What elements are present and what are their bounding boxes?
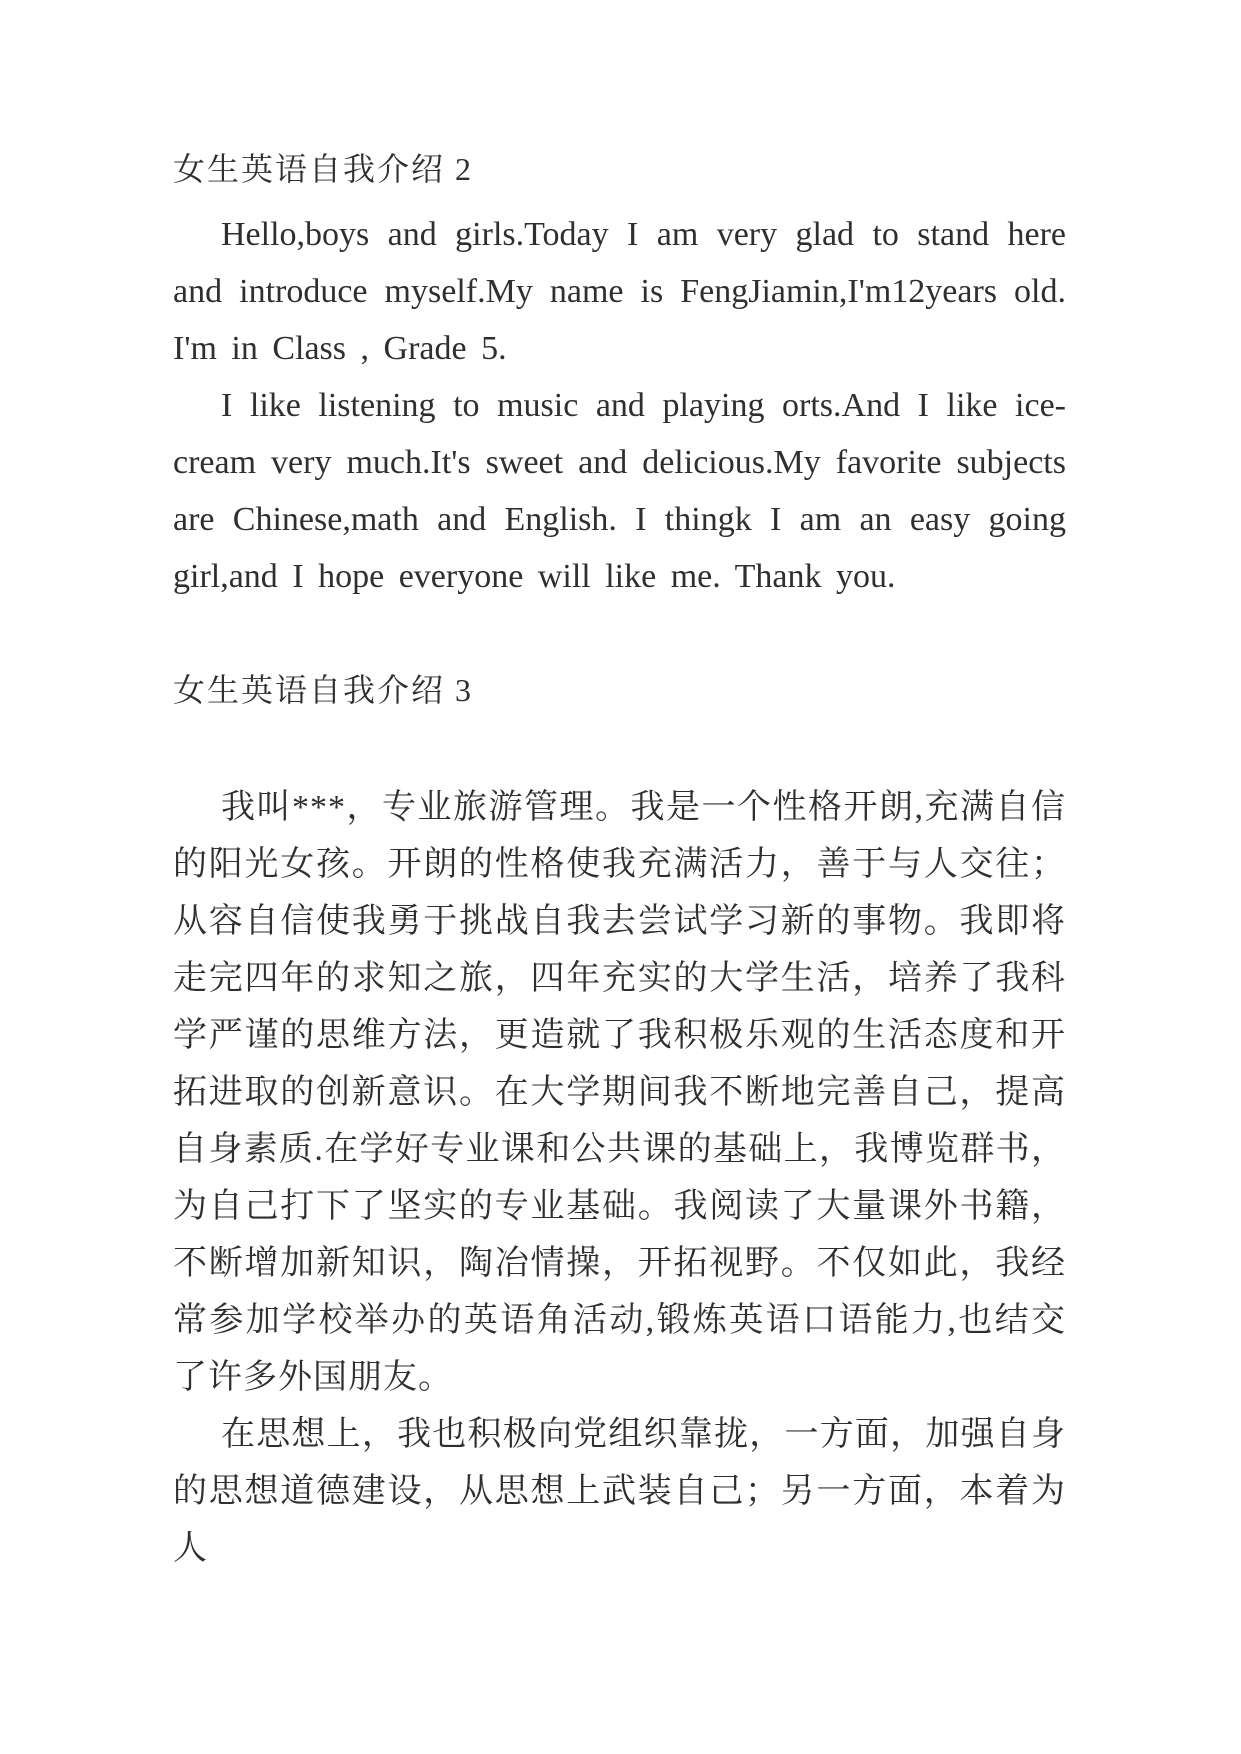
chinese-intro-paragraph-2: 在思想上，我也积极向党组织靠拢，一方面，加强自身的思想道德建设，从思想上武装自己；另一方面，本着为人 bbox=[173, 1416, 1066, 1567]
chinese-intro-paragraph-1: 我叫***，专业旅游管理。我是一个性格开朗,充满自信的阳光女孩。开朗的性格使我充满活力，善于与人交往；从容自信使我勇于挑战自我去尝试学习新的事物。我即将走完四年的求知之旅，四年充实的大学生活，培养了我科学严谨的思维方法，更造就了我积极乐观的生活态度和开拓进取的创新意识。在大学期间我不断地完善自己，提高自身素质.在学好专业课和公共课的基础上，我博览群书，为自己打下了坚实的专业基础。我阅读了大量课外书籍，不断增加新知识，陶冶情操，开拓视野。不仅如此，我经常参加学校举办的英语角活动,锻炼英语口语能力,也结交了许多外国朋友。 bbox=[173, 789, 1066, 1396]
english-intro-paragraph-2: I like listening to music and playing orts.And I like ice-cream very much.It's sweet and delicious.My favorite subjects are Chinese,math and English. I thingk I am an easy going girl,and I hope everyone will like me. Thank you. bbox=[173, 387, 1066, 595]
section-title-3: 女生英语自我介绍 3 bbox=[173, 672, 474, 708]
section-title-2: 女生英语自我介绍 2 bbox=[173, 151, 474, 187]
english-intro-paragraph-1: Hello,boys and girls.Today I am very glad to stand here and introduce myself.My name is FengJiamin,I'm12years old. I'm in Class , Grade 5. bbox=[173, 216, 1066, 367]
